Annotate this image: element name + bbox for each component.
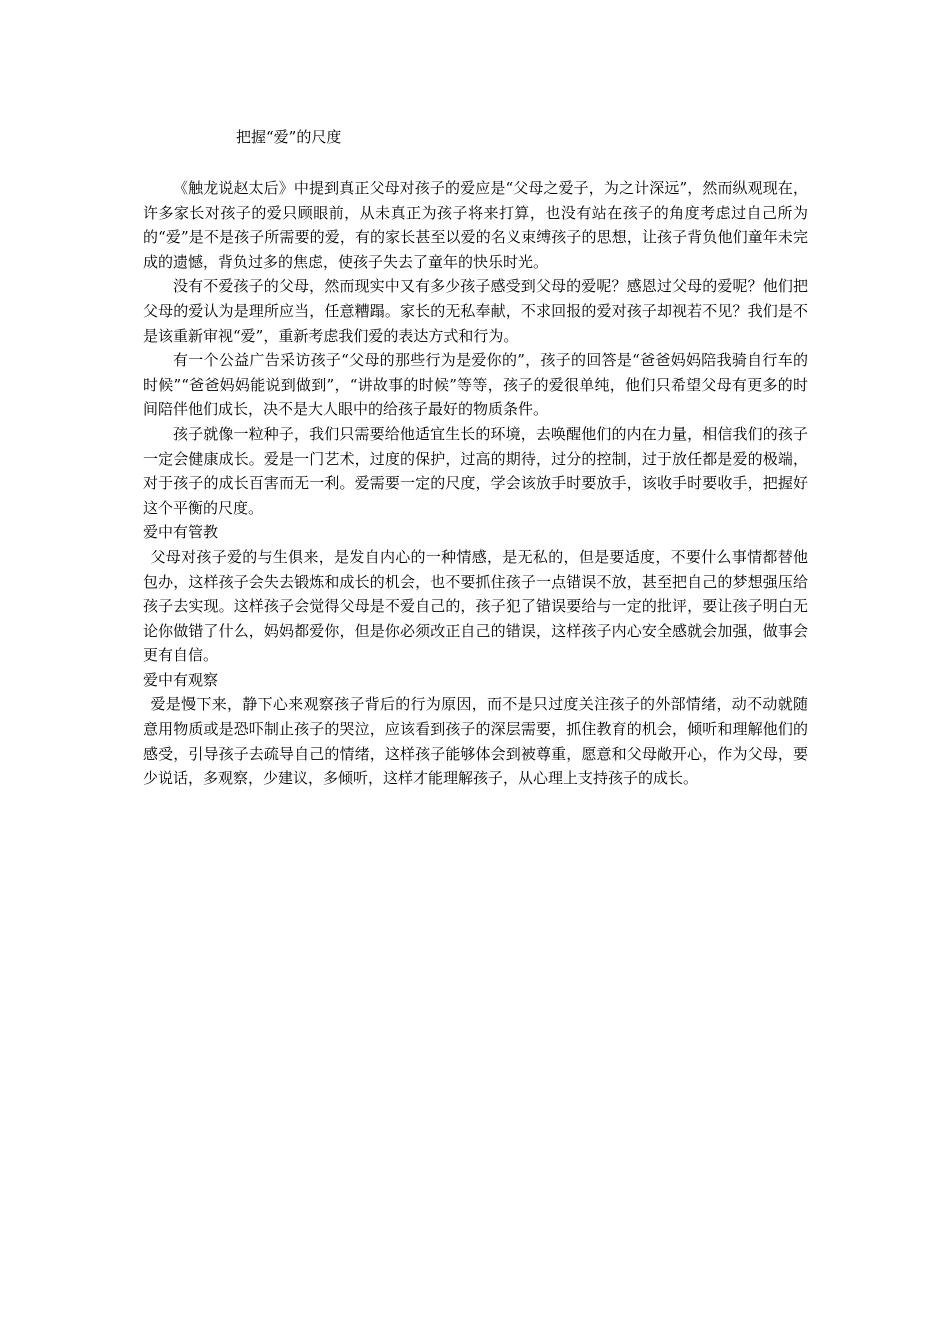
section-text-discipline: 父母对孩子爱的与生俱来，是发自内心的一种情感，是无私的，但是要适度，不要什么事情都替他包办，这样孩子会失去锻炼和成长的机会，也不要抓住孩子一点错误不放，甚至把自己的梦想强压给孩子去实现。这样孩子会觉得父母是不爱自己的，孩子犯了错误要给与一定的批评，要让孩子明白无论你做错了什么，妈妈都爱你，但是你必须改正自己的错误，这样孩子内心安全感就会加强，做事会更有自信。 [143,547,808,665]
document-body [143,176,808,791]
section-text-observation: 爱是慢下来，静下心来观察孩子背后的行为原因，而不是只过度关注孩子的外部情绪，动不动就随意用物质或是恐吓制止孩子的哭泣，应该看到孩子的深层需要，抓住教育的机会，倾听和理解他们的感受，引导孩子去疏导自己的情绪，这样孩子能够体会到被尊重，愿意和父母敞开心，作为父母，要少说话，多观察，少建议，多倾听，这样才能理解孩子，从心理上支持孩子的成长。 [143,695,808,788]
document-title: 把握“爱”的尺度 [236,128,342,146]
paragraph-3: 有一个公益广告采访孩子“父母的那些行为是爱你的”，孩子的回答是“爸爸妈妈陪我骑自行车的时候”“爸爸妈妈能说到做到”，“讲故事的时候”等等，孩子的爱很单纯，他们只希望父母有更多的时间陪伴他们成长，决不是大人眼中的给孩子最好的物质条件。 [143,351,808,419]
section-heading-discipline: 爱中有管教 [143,523,219,542]
section-heading-observation: 爱中有观察 [143,670,219,689]
paragraph-1: 《触龙说赵太后》中提到真正父母对孩子的爱应是“父母之爱子，为之计深远”，然而纵观现在，许多家长对孩子的爱只顾眼前，从未真正为孩子将来打算，也没有站在孩子的角度考虑过自己所为的“爱”是不是孩子所需要的爱，有的家长甚至以爱的名义束缚孩子的思想，让孩子背负他们童年未完成的遗憾，背负过多的焦虑，使孩子失去了童年的快乐时光。 [143,179,808,271]
paragraph-4: 孩子就像一粒种子，我们只需要给他适宜生长的环境，去唤醒他们的内在力量，相信我们的孩子一定会健康成长。爱是一门艺术，过度的保护，过高的期待，过分的控制，过于放任都是爱的极端，对于孩子的成长百害而无一利。爱需要一定的尺度，学会该放手时要放手，该收手时要收手，把握好这个平衡的尺度。 [143,424,808,517]
paragraph-2: 没有不爱孩子的父母，然而现实中又有多少孩子感受到父母的爱呢？感恩过父母的爱呢？他们把父母的爱认为是理所应当，任意糟蹋。家长的无私奉献，不求回报的爱对孩子却视若不见？我们是不是该重新审视“爱”，重新考虑我们爱的表达方式和行为。 [143,277,808,345]
